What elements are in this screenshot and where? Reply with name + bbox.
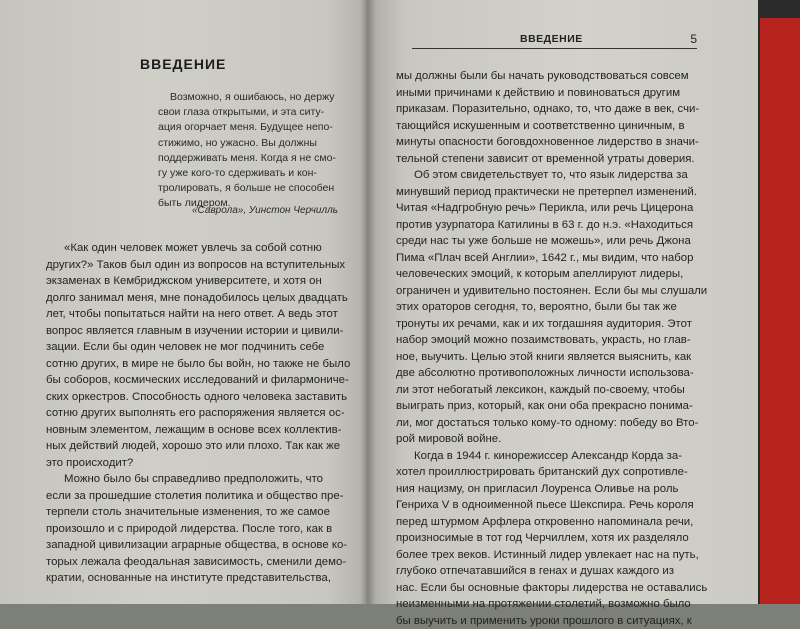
text-line: человеческих эмоций, к которым апеллируют лидеры, — [396, 266, 718, 283]
text-line: минувший период практически не претерпел изменений. — [396, 184, 718, 201]
text-line: ограничен и удивительно постоянен. Если бы мы слушали — [396, 283, 718, 300]
text-line: торых лежала феодальная зависимость, сменили демо- — [46, 554, 338, 571]
text-line: ских оркестров. Способность одного человека заставить — [46, 389, 338, 406]
right-page-body — [396, 68, 718, 629]
text-line: терпели столь значительные изменения, то же самое — [46, 504, 338, 521]
text-line: нас. Если бы основные факторы лидерства не оставались — [396, 580, 718, 597]
text-line: ли этот небогатый лексикон, каждый по-своему, чтобы — [396, 382, 718, 399]
text-line: ное, выучить. Целью этой книги является выяснить, как — [396, 349, 718, 366]
text-line: сотню других, в мире не было бы войн, но также не было — [46, 356, 338, 373]
text-line: тельной степени зависит от временной утраты доверия. — [396, 151, 718, 168]
text-line: выиграть приз, который, как они оба прекрасно понима- — [396, 398, 718, 415]
epigraph-line: стижимо, но ужасно. Вы должны — [158, 136, 333, 151]
text-line: вопрос является главным в изучении истории и цивили- — [46, 323, 338, 340]
text-line: бы выучить и применить уроки прошлого в ситуациях, к — [396, 613, 718, 629]
text-line: рой мировой войне. — [396, 431, 718, 448]
text-line: Можно было бы справедливо предположить, что — [46, 471, 338, 488]
text-line: тронуты их речами, как и их тогдашняя аудитория. Этот — [396, 316, 718, 333]
text-line: неизменными на протяжении столетий, возможно было — [396, 596, 718, 613]
text-line: мы должны были бы начать руководствоваться совсем — [396, 68, 718, 85]
epigraph-line: тролировать, я больше не способен — [158, 181, 333, 196]
running-head-title: ВВЕДЕНИЕ — [520, 33, 583, 45]
text-line: ных действий людей, хорошо это или плохо. Так как же — [46, 438, 338, 455]
text-line: сотню других выполнять его распоряжения является ос- — [46, 405, 338, 422]
book-gutter — [360, 0, 376, 604]
text-line: против узурпатора Катилины в 63 г. до н.э. «Находиться — [396, 217, 718, 234]
text-line: ли, мог достаться только кому-то одному: победу во Вто- — [396, 415, 718, 432]
text-line: приказам. Поразительно, однако, то, что даже в век, счи- — [396, 101, 718, 118]
text-line: произносимые в тот год Черчиллем, хотя их разделяло — [396, 530, 718, 547]
epigraph-line: поддерживать меня. Когда я не смо- — [158, 151, 333, 166]
epigraph — [158, 90, 333, 212]
text-line: тающийся искушенным и соответственно циничным, в — [396, 118, 718, 135]
text-line: две абсолютно противоположных личности использова- — [396, 365, 718, 382]
page-number: 5 — [690, 32, 697, 46]
text-line: кратии, основанные на институте представительства, — [46, 570, 338, 587]
text-line: ния нацизму, он пригласил Лоуренса Оливье на роль — [396, 481, 718, 498]
text-line: глубоко отпечатавшийся в генах и душах каждого из — [396, 563, 718, 580]
text-line: Когда в 1944 г. кинорежиссер Александр Корда за- — [396, 448, 718, 465]
text-line: если за прошедшие столетия политика и общество пре- — [46, 488, 338, 505]
text-line: минуты опасности боговдохновенное лидерство в значи- — [396, 134, 718, 151]
epigraph-line: ация огорчает меня. Будущее непо- — [158, 120, 333, 135]
text-line: зации. Если бы один человек не мог подчинить себе — [46, 339, 338, 356]
text-line: набор эмоций можно позаимствовать, украсть, но глав- — [396, 332, 718, 349]
text-line: произошло и с природой лидерства. После того, как в — [46, 521, 338, 538]
text-line: новным элементом, лежащим в основе всех коллектив- — [46, 422, 338, 439]
header-rule — [412, 48, 697, 49]
epigraph-line: Возможно, я ошибаюсь, но держу — [158, 90, 333, 105]
text-line: Читая «Надгробную речь» Перикла, или речь Цицерона — [396, 200, 718, 217]
left-page-body — [46, 240, 338, 587]
text-line: лет, чтобы попытаться найти на него ответ. А ведь этот — [46, 306, 338, 323]
text-line: экзаменах в Кембриджском университете, и хотя он — [46, 273, 338, 290]
book-cover-red-edge — [760, 18, 800, 604]
chapter-heading: ВВЕДЕНИЕ — [140, 56, 226, 72]
text-line: перед штурмом Арфлера откровенно напоминала речи, — [396, 514, 718, 531]
text-line: среди нас ты уже больше не можешь», или речь Джона — [396, 233, 718, 250]
text-line: долго занимал меня, мне понадобилось целых двадцать — [46, 290, 338, 307]
text-line: это происходит? — [46, 455, 338, 472]
text-line: западной цивилизации аграрные общества, в основе ко- — [46, 537, 338, 554]
text-line: Генриха V в одноименной пьесе Шекспира. Речь короля — [396, 497, 718, 514]
epigraph-line: быть лидером. — [158, 196, 333, 211]
text-line: Пима «Плач всей Англии», 1642 г., мы видим, что набор — [396, 250, 718, 267]
text-line: бы соборов, космических исследований и филармониче- — [46, 372, 338, 389]
text-line: более трех веков. Истинный лидер увлекает нас на путь, — [396, 547, 718, 564]
text-line: этих ораторов сегодня, то, вероятно, были бы так же — [396, 299, 718, 316]
text-line: Об этом свидетельствует то, что язык лидерства за — [396, 167, 718, 184]
text-line: иными причинами к действию и повиноваться другим — [396, 85, 718, 102]
epigraph-line: гу уже кого-то сдерживать и кон- — [158, 166, 333, 181]
text-line: хотел проиллюстрировать британский дух сопротивле- — [396, 464, 718, 481]
text-line: других?» Таков был один из вопросов на вступительных — [46, 257, 338, 274]
epigraph-line: свои глаза открытыми, и эта ситу- — [158, 105, 333, 120]
epigraph-attribution: «Саврола», Уинстон Черчилль — [170, 205, 338, 216]
text-line: «Как один человек может увлечь за собой сотню — [46, 240, 338, 257]
